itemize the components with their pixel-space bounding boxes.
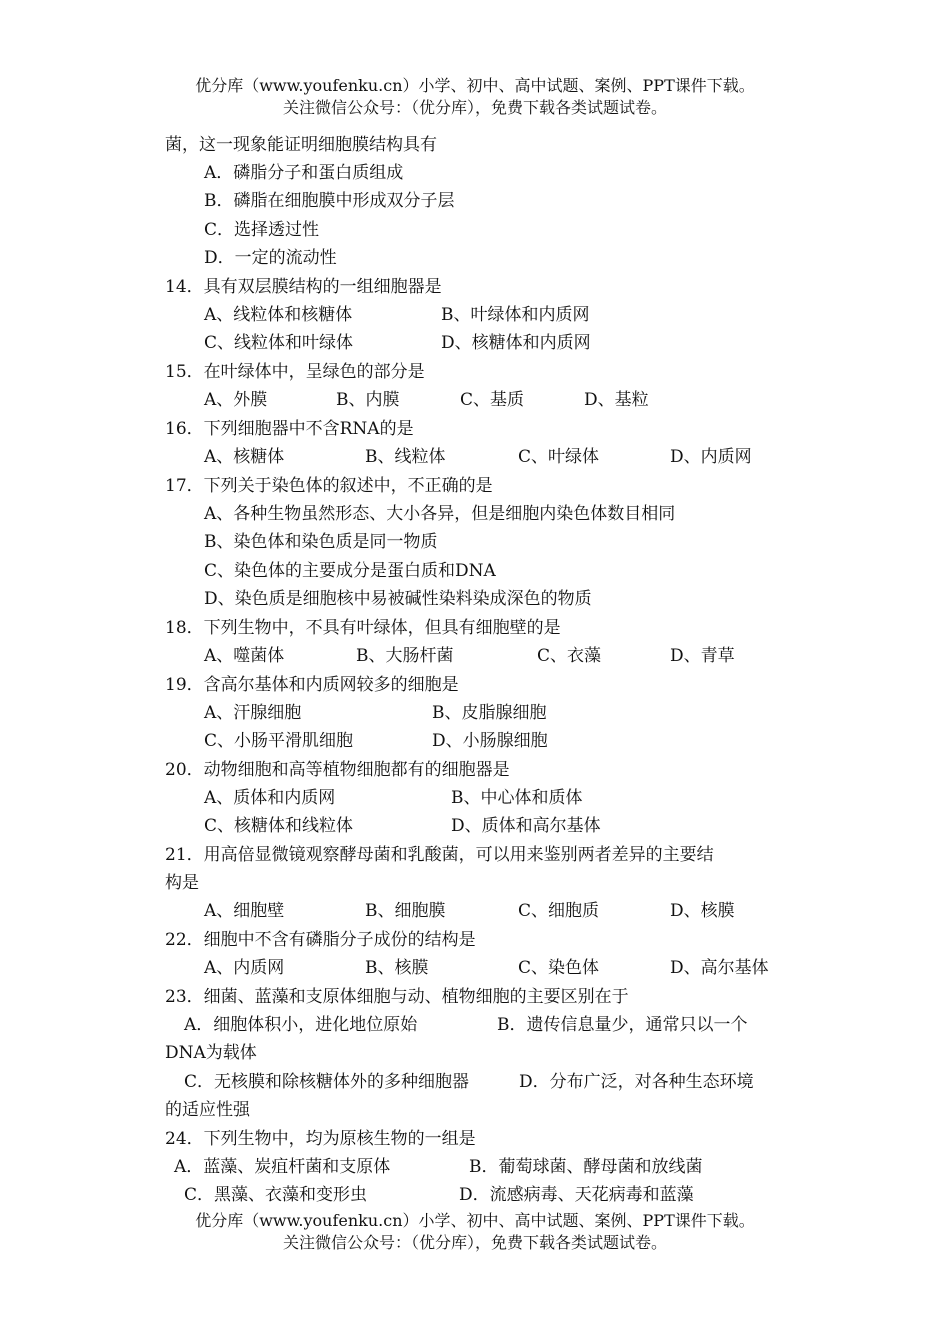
q23-option-d-cont: 的适应性强: [165, 1100, 250, 1120]
q15-option-b: B、内膜: [336, 390, 400, 410]
q17-option-d: D、染色质是细胞核中易被碱性染料染成深色的物质: [204, 589, 592, 609]
q22-stem: 22．细胞中不含有磷脂分子成份的结构是: [165, 930, 476, 950]
q19-option-c: C、小肠平滑肌细胞: [204, 731, 354, 751]
q18-option-a: A、噬菌体: [204, 646, 285, 666]
q17-option-b: B、染色体和染色质是同一物质: [204, 532, 438, 552]
q20-option-b: B、中心体和质体: [451, 788, 583, 808]
q24-option-a: A．蓝藻、炭疽杆菌和支原体: [174, 1157, 391, 1177]
q16-option-b: B、线粒体: [365, 447, 446, 467]
q16-stem: 16．下列细胞器中不含RNA的是: [165, 419, 414, 439]
q22-option-b: B、核膜: [365, 958, 429, 978]
q14-stem: 14．具有双层膜结构的一组细胞器是: [165, 277, 442, 297]
q15-option-c: C、基质: [460, 390, 525, 410]
q15-stem: 15．在叶绿体中，呈绿色的部分是: [165, 362, 425, 382]
q20-option-c: C、核糖体和线粒体: [204, 816, 354, 836]
footer-line-1: 优分库（www.youfenku.cn）小学、初中、高中试题、案例、PPT课件下载。: [195, 1211, 755, 1230]
q13-option-a: A．磷脂分子和蛋白质组成: [204, 163, 404, 183]
q20-stem: 20．动物细胞和高等植物细胞都有的细胞器是: [165, 760, 510, 780]
q21-option-a: A、细胞壁: [204, 901, 285, 921]
q19-option-b: B、皮脂腺细胞: [432, 703, 547, 723]
q19-stem: 19．含高尔基体和内质网较多的细胞是: [165, 675, 459, 695]
q14-option-a: A、线粒体和核糖体: [204, 305, 353, 325]
q23-option-c: C．无核膜和除核糖体外的多种细胞器: [184, 1072, 470, 1092]
footer-line-2: 关注微信公众号：（优分库），免费下载各类试题试卷。: [282, 1233, 667, 1252]
q24-option-b: B．葡萄球菌、酵母菌和放线菌: [469, 1157, 703, 1177]
q18-option-b: B、大肠杆菌: [356, 646, 454, 666]
header-line-2: 关注微信公众号：（优分库），免费下载各类试题试卷。: [282, 98, 667, 117]
q23-option-a: A．细胞体积小，进化地位原始: [184, 1015, 418, 1035]
q21-stem-line-2: 构是: [165, 873, 199, 893]
q13-option-b: B．磷脂在细胞膜中形成双分子层: [204, 191, 455, 211]
q17-option-a: A、各种生物虽然形态、大小各异，但是细胞内染色体数目相同: [204, 504, 676, 524]
q18-option-c: C、衣藻: [537, 646, 602, 666]
q22-option-c: C、染色体: [518, 958, 600, 978]
q15-option-a: A、外膜: [204, 390, 268, 410]
q13-option-c: C．选择透过性: [204, 220, 320, 240]
q17-option-c: C、染色体的主要成分是蛋白质和DNA: [204, 561, 496, 581]
q20-option-d: D、质体和高尔基体: [451, 816, 601, 836]
q15-option-d: D、基粒: [584, 390, 649, 410]
q21-option-d: D、核膜: [670, 901, 735, 921]
q23-option-d: D．分布广泛，对各种生态环境: [519, 1072, 754, 1092]
q14-option-c: C、线粒体和叶绿体: [204, 333, 354, 353]
q13-stem: 菌，这一现象能证明细胞膜结构具有: [165, 135, 437, 155]
q22-option-a: A、内质网: [204, 958, 285, 978]
q19-option-d: D、小肠腺细胞: [432, 731, 548, 751]
q21-option-c: C、细胞质: [518, 901, 600, 921]
q19-option-a: A、汗腺细胞: [204, 703, 302, 723]
q20-option-a: A、质体和内质网: [204, 788, 336, 808]
q13-option-d: D．一定的流动性: [204, 248, 337, 268]
q21-stem-line-1: 21．用高倍显微镜观察酵母菌和乳酸菌，可以用来鉴别两者差异的主要结: [165, 845, 714, 865]
q24-stem: 24．下列生物中，均为原核生物的一组是: [165, 1129, 476, 1149]
q16-option-c: C、叶绿体: [518, 447, 600, 467]
q23-stem: 23．细菌、蓝藻和支原体细胞与动、植物细胞的主要区别在于: [165, 987, 629, 1007]
q21-option-b: B、细胞膜: [365, 901, 446, 921]
q16-option-a: A、核糖体: [204, 447, 285, 467]
q17-stem: 17．下列关于染色体的叙述中，不正确的是: [165, 476, 493, 496]
q23-option-b-cont: DNA为载体: [165, 1043, 257, 1063]
q22-option-d: D、高尔基体: [670, 958, 769, 978]
header-line-1: 优分库（www.youfenku.cn）小学、初中、高中试题、案例、PPT课件下载。: [195, 76, 755, 95]
q14-option-b: B、叶绿体和内质网: [441, 305, 590, 325]
q24-option-c: C．黑藻、衣藻和变形虫: [184, 1185, 368, 1205]
q16-option-d: D、内质网: [670, 447, 752, 467]
q18-option-d: D、青草: [670, 646, 735, 666]
q23-option-b: B．遗传信息量少，通常只以一个: [497, 1015, 748, 1035]
q24-option-d: D．流感病毒、天花病毒和蓝藻: [459, 1185, 694, 1205]
q18-stem: 18．下列生物中，不具有叶绿体，但具有细胞壁的是: [165, 618, 561, 638]
q14-option-d: D、核糖体和内质网: [441, 333, 591, 353]
